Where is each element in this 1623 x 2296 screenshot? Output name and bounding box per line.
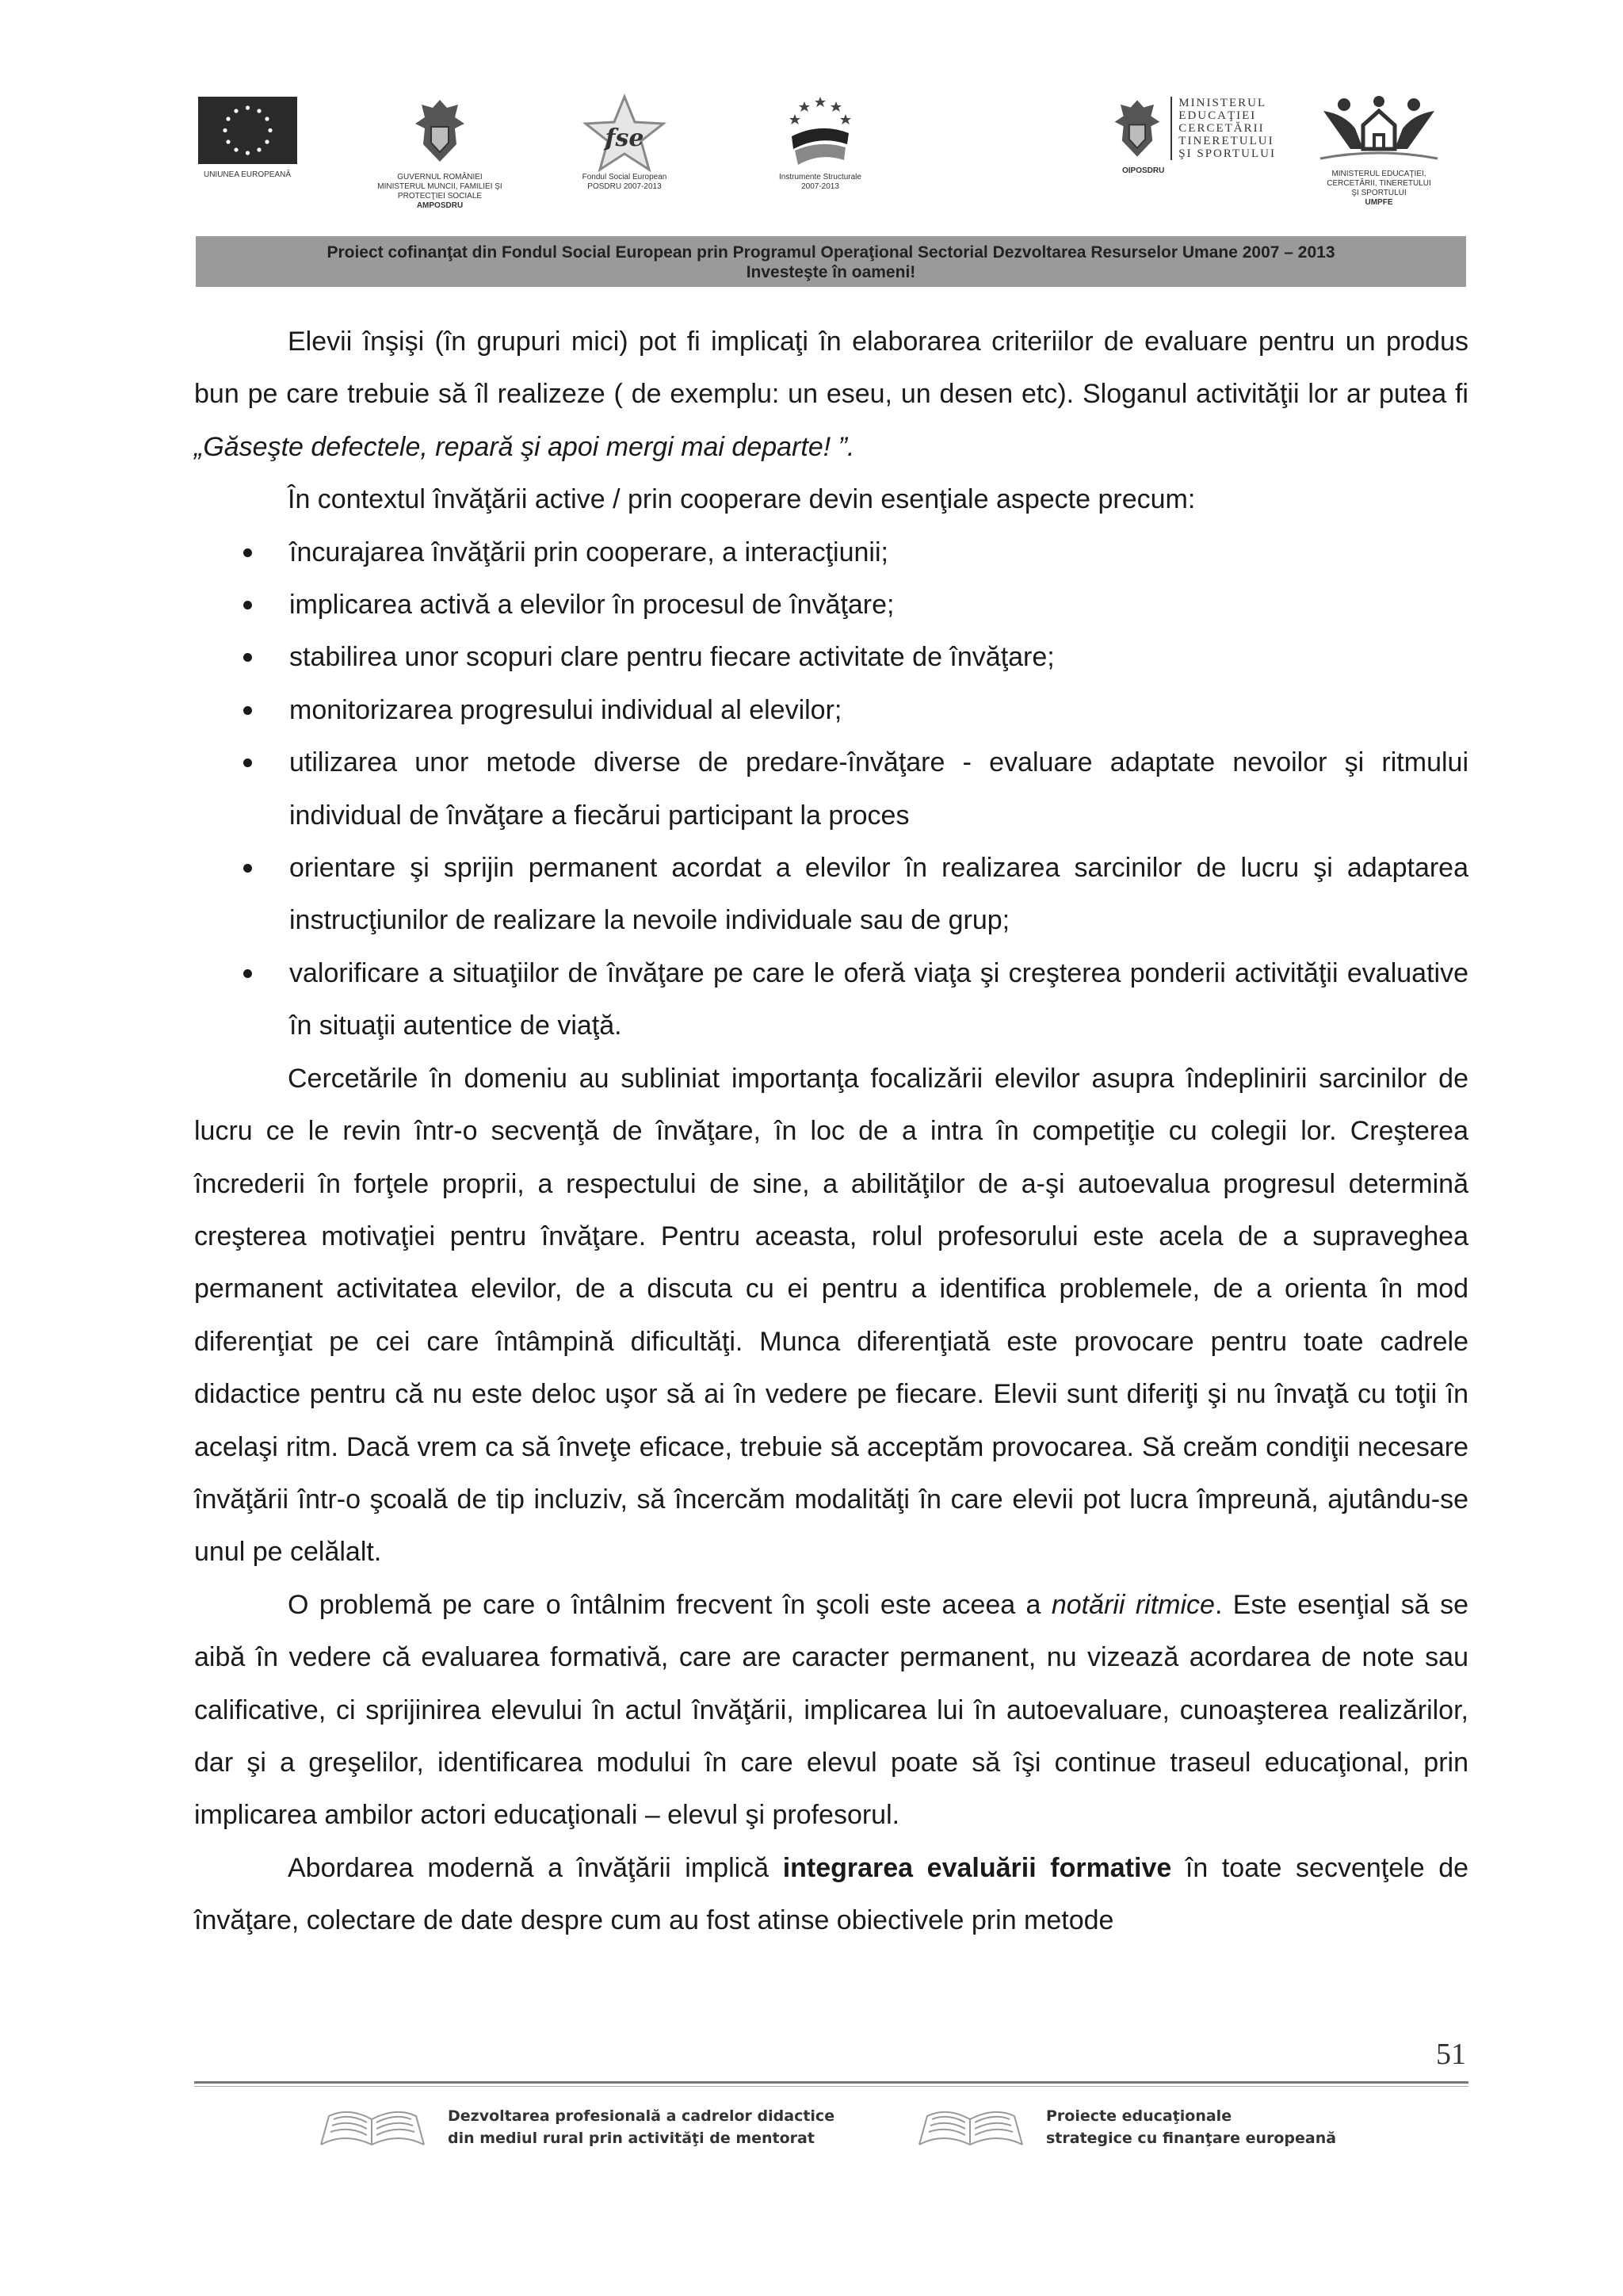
- fse-logo: [561, 94, 688, 192]
- fse-star-icon: [581, 94, 668, 173]
- footer-right-line-2: strategice cu finanţare europeană: [1046, 2130, 1337, 2147]
- ministry-caption-bold: OIPOSDRU: [1122, 166, 1165, 175]
- umpfe-house-icon: [1308, 94, 1450, 170]
- gov-caption-bold: AMPOSDRU: [416, 201, 464, 210]
- bullet-icon: [243, 653, 252, 662]
- gov-caption-2: MINISTERUL MUNCII, FAMILIEI ŞI: [377, 182, 502, 191]
- slogan-text: „Găseşte defectele, repară şi apoi mergi mai departe! ”.: [194, 431, 855, 462]
- project-banner: [196, 236, 1466, 287]
- bullet-icon: [243, 601, 252, 609]
- paragraph-3: Cercetările în domeniu au subliniat importanţa focalizării elevilor asupra îndeplinirii sarcinilor de lucru ce le revin într-o secvenţă de învăţare, în loc de a intra în competiţie cu colegii lor. Creşterea încrederii în forţele proprii, a respectului de sine, a abilităţilor de a-şi autoevalua progresul determină creşterea motivaţiei pentru învăţare. Pentru aceasta, rolul profesorului este acela de a supraveghea permanent activitatea elevilor, de a discuta cu ei pentru a identifica problemele, de a orienta în mod diferenţiat pe cei care întâmpină dificultăţi. Munca diferenţiată este provocare pentru toate cadrele didactice pentru că nu este deloc uşor să ai în vedere pe fiecare. Elevii sunt diferiţi şi nu învaţă cu toţii în acelaşi ritm. Dacă vrem ca să înveţe eficace, trebuie să acceptăm provocarea. Să creăm condiţii necesare învăţării într-o şcoală de tip incluziv, să încercăm modalităţi în care elevii pot lucra împreună, ajutându-se unul pe celălalt.: [194, 1063, 1468, 1568]
- umpfe-caption-bold: UMPFE: [1365, 198, 1393, 207]
- open-book-icon: [911, 2100, 1030, 2154]
- umpfe-caption-3: ŞI SPORTULUI: [1351, 189, 1407, 197]
- ministry-coat-of-arms-icon: [1112, 97, 1163, 160]
- svg-text:fse: fse: [605, 124, 644, 152]
- list-item: utilizarea unor metode diverse de predare-învăţare - evaluare adaptate nevoilor şi ritmului individual de învăţare a fiecărui participant la proces: [194, 736, 1468, 842]
- paragraph-1-text: Elevii înşişi (în grupuri mici) pot fi implicaţi în elaborarea criteriilor de evaluare pentru un produs bun pe care trebuie să îl realizeze ( de exemplu: un eseu, un desen etc). Sloganul activităţii lor ar putea fi: [194, 327, 1468, 410]
- footer-left-line-2: din mediul rural prin activităţi de mentorat: [448, 2130, 815, 2147]
- bullet-icon: [243, 969, 252, 978]
- emphasis-text: notării ritmice: [1051, 1589, 1215, 1620]
- paragraph-2: În contextul învăţării active / prin cooperare devin esenţiale aspecte precum:: [288, 484, 1196, 515]
- ministry-word-2: EDUCAŢIEI: [1178, 109, 1257, 122]
- eu-flag-icon: [198, 97, 297, 164]
- bullet-icon: [243, 864, 252, 873]
- paragraph-5: Abordarea modernă a învăţării implică integrarea evaluării formative în toate secvenţele de învăţare, colectare de date despre cum au fost atinse obiectivele prin metode: [194, 1852, 1469, 1936]
- list-item: implicarea activă a elevilor în procesul de învăţare;: [194, 579, 1468, 631]
- paragraph-4: O problemă pe care o întâlnim frecvent în şcoli este aceea a notării ritmice. Este esenţial să se aibă în vedere că evaluarea formativă, care are caracter permanent, nu vizează acordarea de note sau calificative, ci sprijinirea elevului în actul învăţării, implicarea lui în autoevaluare, cunoaşterea realizărilor, dar şi a greşelilor, identificarea modului în care elevul poate să îşi continue traseul educaţional, prin implicarea ambilor actori educaţionali – elevul şi profesorul.: [194, 1589, 1468, 1831]
- footer-left-line-1: Dezvoltarea profesională a cadrelor didactice: [448, 2107, 835, 2125]
- umpfe-caption-2: CERCETĂRII, TINERETULUI: [1327, 179, 1431, 188]
- footer-right: [911, 2100, 1387, 2156]
- list-item: orientare şi sprijin permanent acordat a elevilor în realizarea sarcinilor de lucru şi adaptarea instrucţiunilor de realizare la nevoile individuale sau de grup;: [194, 842, 1468, 947]
- footer-divider-thin: [194, 2086, 1468, 2087]
- government-logo: [361, 97, 519, 211]
- banner-line-2: Investeşte în oameni!: [746, 263, 916, 281]
- structural-instruments-logo: [761, 94, 880, 192]
- coat-of-arms-icon: [412, 97, 468, 165]
- footer-right-line-1: Proiecte educaţionale: [1046, 2107, 1232, 2125]
- structural-instruments-icon: [781, 94, 860, 173]
- document-body: [194, 315, 1468, 1947]
- umpfe-logo: [1300, 94, 1458, 208]
- eu-caption: UNIUNEA EUROPEANĂ: [203, 170, 292, 179]
- is-caption-1: Instrumente Structurale: [779, 173, 861, 181]
- ministry-logo: [1109, 97, 1276, 176]
- list-item: valorificare a situaţiilor de învăţare pe care le oferă viaţa şi creşterea ponderii activităţii evaluative în situaţii autentice de viaţă.: [194, 947, 1468, 1052]
- footer-left: [313, 2100, 868, 2156]
- eu-logo: [184, 97, 311, 180]
- ministry-word-3: CERCETĂRII: [1178, 122, 1265, 135]
- fse-caption-2: POSDRU 2007-2013: [587, 182, 662, 191]
- bullet-icon: [243, 548, 252, 557]
- banner-line-1: Proiect cofinanţat din Fondul Social European prin Programul Operaţional Sectorial Dezvoltarea Resurselor Umane 2007 – 2013: [327, 243, 1335, 262]
- list-item: monitorizarea progresului individual al elevilor;: [194, 684, 1468, 736]
- list-item: stabilirea unor scopuri clare pentru fiecare activitate de învăţare;: [194, 631, 1468, 683]
- gov-caption-1: GUVERNUL ROMÂNIEI: [397, 173, 483, 181]
- fse-caption-1: Fondul Social European: [582, 173, 667, 181]
- bullet-icon: [243, 706, 252, 715]
- ministry-word-4: TINERETULUI: [1178, 135, 1274, 147]
- is-caption-2: 2007-2013: [801, 182, 839, 191]
- bold-text: integrarea evaluării formative: [782, 1852, 1172, 1883]
- bullet-list: [194, 526, 1468, 1052]
- bullet-icon: [243, 758, 252, 767]
- list-item: încurajarea învăţării prin cooperare, a interacţiunii;: [194, 526, 1468, 579]
- paragraph-1: [194, 315, 1468, 473]
- ministry-word-5: ŞI SPORTULUI: [1178, 147, 1276, 160]
- gov-caption-3: PROTECŢIEI SOCIALE: [397, 192, 483, 201]
- open-book-icon: [313, 2100, 432, 2154]
- ministry-word-1: MINISTERUL: [1178, 97, 1267, 109]
- footer-divider: [194, 2081, 1468, 2084]
- page-number: 51: [1436, 2038, 1466, 2071]
- umpfe-caption-1: MINISTERUL EDUCAŢIEI,: [1331, 170, 1426, 178]
